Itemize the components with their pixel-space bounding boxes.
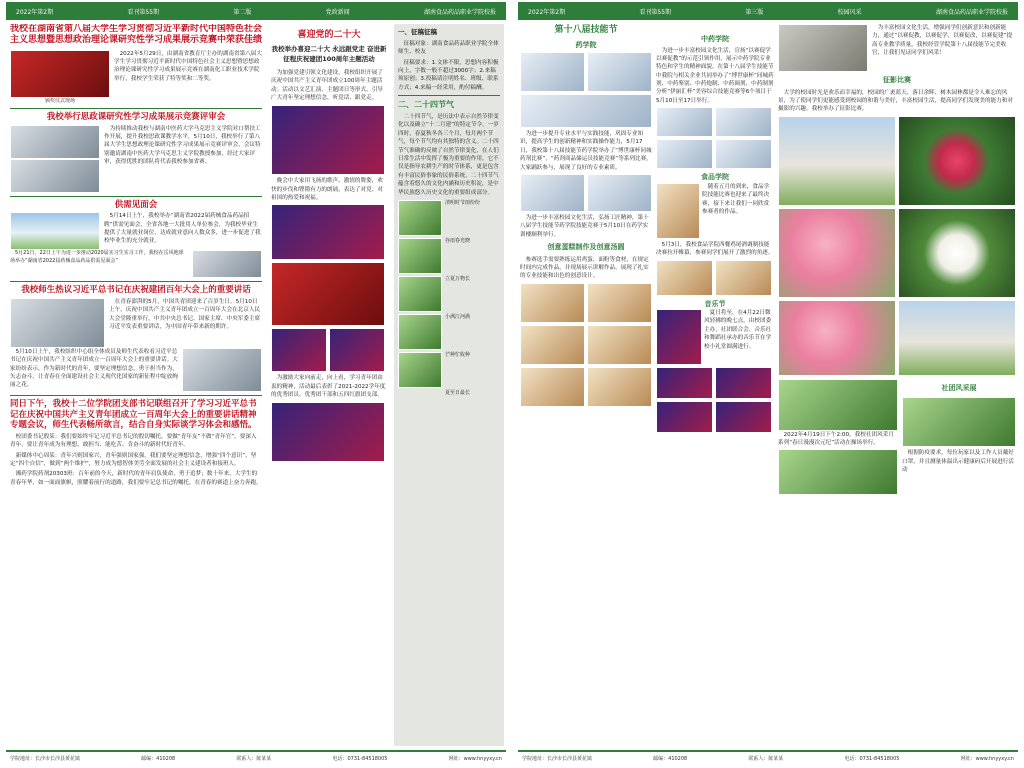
award-photo bbox=[10, 50, 110, 98]
club-photo-3 bbox=[778, 449, 898, 495]
right-footer-phone: 电话：0731-84518005 bbox=[844, 755, 900, 762]
review-photo-1 bbox=[10, 125, 100, 159]
music-photo-4 bbox=[656, 401, 713, 433]
article5-body3: 湘药学院药剂20303班：百年前的今天，新时代的青年肩负使命，勇于追梦；数十年来，大学生的青春年华，如一面面旗帜，照耀着前行的道路，我们要牢记总书记的嘱托，在青春的赛道上奋力奔跑。 bbox=[10, 471, 262, 486]
cake-photo-1 bbox=[520, 283, 585, 323]
article3-title: 供需见面会 bbox=[114, 199, 158, 210]
solar-img-4 bbox=[398, 314, 442, 350]
club-body1: 2022年4月19日下午2:00，我校社团风采月系列“春日漫漫次元纪”活动在操场举行。 bbox=[778, 431, 894, 447]
notice-body1: 征稿对象：湖南食品药品职业学院全体师生、校友 bbox=[398, 40, 499, 56]
blossom-photo-1 bbox=[778, 208, 896, 298]
tcm-photo-2 bbox=[715, 107, 772, 137]
col2-body1: 为加强党建引领文化建设，我校组织开展了庆祝中国共产主义青年团成立100周年主题活动。活动以文艺汇演、主题团日等形式，引导广大青年坚定理想信念，听党话、跟党走。 bbox=[271, 69, 383, 101]
solar-item-5: 芒种忙收种 bbox=[445, 352, 471, 358]
solar-item-6: 夏至日最长 bbox=[445, 390, 471, 396]
pharmacy-body: 为进一步提升专业水平与实践技能，巩固专业知识，提高学生的创新精神和实践操作能力，5月17日，我校第十八届技能节药学院举办了“博世康杯同城药剂比赛”，“药剂商品储运员技能竞赛”等系列比赛，大家踊跃参与，展现了良好的专业素质。 bbox=[520, 131, 652, 171]
right-header-page: 第三版 bbox=[745, 8, 764, 16]
left-header-paper: 湖南食品药品职业学院校报 bbox=[423, 8, 496, 16]
right-header bbox=[518, 2, 1018, 20]
stone-photo bbox=[778, 24, 868, 72]
meeting-photo bbox=[10, 298, 105, 348]
right-footer-contact: 联系人：陈某某 bbox=[748, 755, 784, 762]
right-col-2 bbox=[656, 24, 774, 746]
article1-caption: 颁奖仪式现场 bbox=[44, 97, 75, 104]
article5-body1: 校团委书记殷某：我们要始终牢记习近平总书记的殷切嘱托，要做“青年友”不做“青年官”，要深入青年，要让青年成为有理想、敢担当、能吃苦、肯奋斗的新时代好青年。 bbox=[10, 433, 257, 449]
article4-title: 我校师生热议习近平总书记在庆祝建团百年大会上的重要讲话 bbox=[21, 285, 251, 296]
cake-photo-2 bbox=[587, 283, 652, 323]
notice-title: 一、征稿征稿 bbox=[398, 28, 437, 36]
music-body: 夏日将至，在4月22日微风轻拂的晚七点，由校团委主办，社团联合会、音乐社和舞蹈社承办的音乐节在学校小礼堂圆满进行。 bbox=[704, 310, 772, 350]
left-footer bbox=[6, 750, 506, 764]
photo-contest-subtitle: 征影比赛 bbox=[883, 76, 911, 84]
solar-img-5 bbox=[398, 352, 442, 388]
right-header-paper: 湖南食品药品职业学院校报 bbox=[935, 8, 1008, 16]
white-flower-photo bbox=[898, 208, 1016, 298]
article2-title: 我校举行思政课研究性学习成果展示竞赛评审会 bbox=[46, 112, 226, 122]
tcm-photo-3 bbox=[656, 139, 713, 169]
tcm-body: 为进一步丰富校园文化生活，宣扬“以赛促学以赛促教”的示范引领作用，展示中药学院专业特色和学生的精神面貌，在第十八届学生技能节中我院与相关企业共同举办了“博世康杯”同城药剂、中药鉴别、中药炮制、中药调剂、中药制剂分析“伊丽汇杯”美容综合技能竞赛等6个项目于5月10日至17日举行。 bbox=[656, 47, 774, 104]
right-header-issue: 看刊第55期 bbox=[639, 8, 672, 16]
right-footer-web: 网址：www.hnyyxy.cn bbox=[960, 755, 1014, 762]
club-photo-1 bbox=[778, 379, 898, 431]
lab-photo-1 bbox=[520, 52, 585, 92]
music-photo-2 bbox=[656, 367, 713, 399]
campus-photo bbox=[778, 116, 896, 206]
stage-photo-4 bbox=[271, 328, 327, 372]
left-header-date: 2022年第2期 bbox=[16, 8, 54, 16]
rose-photo bbox=[898, 116, 1016, 206]
club-subtitle: 社团风采展 bbox=[941, 383, 977, 392]
food-photo-3 bbox=[715, 260, 772, 296]
lab-photo-4 bbox=[520, 174, 585, 212]
lab-photo-2 bbox=[587, 52, 652, 92]
left-header-section: 党政新闻 bbox=[325, 8, 350, 16]
cake-photo-3 bbox=[520, 325, 585, 365]
solar-item-3: 立夏万物长 bbox=[445, 276, 471, 282]
building-photo bbox=[898, 300, 1016, 376]
tcm-photo-1 bbox=[656, 107, 713, 137]
solar-body: 二十四节气，是历法中表示自然节律变化以及确立“十二月建”的特定节令。一岁四时，春夏秋冬各三个月，每月两个节气，每个节气均有其独特的含义。二十四节气准确的反映了自然节律变化，在人们日常生活中发挥了极为重要的作用。它不仅是指导农耕生产的时节体系，更是包含有丰富民俗事象的民俗系统。二十四节气蕴含着悠久的文化内涵和历史积淀，是中华民族悠久历史文化的重要组成部分。 bbox=[398, 114, 499, 196]
cake-subtitle: 创意蛋糕制作及创意汤圆 bbox=[547, 243, 625, 252]
food-body1: 随着五月的到来，食品学院技能比赛也迎来了最终决赛，接下来让我们一同欣赏参赛者的作品。 bbox=[702, 183, 770, 215]
article1-body: 2022年5月29日，由湖南省教育厅主办的湖南省第八届大学生学习贯彻习近平新时代中国特色社会主义思想暨思想政治理论课研究性学习成果展示竞赛在湖南化工职业技术学院举行，我校学生荣获了特等奖和二等奖。 bbox=[114, 50, 262, 82]
solar-img-1 bbox=[398, 200, 442, 236]
food-subtitle: 食品学院 bbox=[701, 173, 729, 182]
food-photo-1 bbox=[656, 183, 700, 239]
tcm-photo-4 bbox=[715, 139, 772, 169]
left-header bbox=[6, 2, 506, 20]
intro-body: 为丰富校园文化生活，增强同学们创新意识和创新能力，通过“以赛促教，以赛促学，以赛促改，以赛促建”提高专业教学质量，我校经管学院第十八届技能节完美收官，让我们见证同学们风采！ bbox=[872, 25, 1013, 57]
tcm-subtitle: 中药学院 bbox=[701, 35, 729, 43]
blossom-photo-2 bbox=[778, 300, 896, 376]
left-header-issue: 看刊第55期 bbox=[127, 8, 160, 16]
left-footer-contact: 联系人：陈某某 bbox=[236, 755, 272, 762]
article1-title: 我校在湖南省第八届大学生学习贯彻习近平新时代中国特色社会主义思想暨思想政治理论课研究性学习成果展示竞赛中荣获佳绩 bbox=[10, 24, 262, 46]
cake-photo-4 bbox=[587, 325, 652, 365]
left-header-page: 第二版 bbox=[233, 8, 252, 16]
meeting-photo-2 bbox=[182, 348, 262, 392]
left-footer-postcode: 邮编：410208 bbox=[141, 755, 176, 762]
club-body2: 根据防疫要求，每位玩家以及工作人员戴好口罩，并且测量体温出示健康码后开展进行活动 bbox=[902, 450, 1014, 474]
article2-body: 为持续推动我校与湖南中医药大学马克思主义学院对口帮扶工作开展，提升我校思政课教学水平，5月10日，我校举行了第八届大学生思想政理论课研究性学习成果展示竞赛评审会，会议特别邀请湖南中医药大学马克思主义学院教授参加，经过大家评审，获得优胜的团队将代表我校参加省赛。 bbox=[104, 125, 261, 166]
article3-caption: 5月21日，22日上午为进一步推动2020届实习生实习工作，我校在岳风地球场举办“湖南省2022届药械食品药品供需见面会” bbox=[10, 250, 184, 264]
cake-body: 参赛选手需要熟练运用鸡蛋、面粉等食材，在规定时间内完成作品，并现场展示讲解作品，展现了扎实的专业技能和出色的创意设计。 bbox=[520, 256, 649, 280]
right-footer-office: 学院地址：长沙市长沙县黄花镇 bbox=[522, 755, 593, 762]
right-header-section: 校园风采 bbox=[837, 8, 862, 16]
cake-photo-6 bbox=[587, 367, 652, 407]
stage-photo-3 bbox=[271, 262, 385, 326]
article5-title: 同日下午，我校十二位学院团支部书记联组召开了学习习近平总书记在庆祝中国共产主义青年团成立一百周年大会上的重要讲话精神专题会议，师生代表畅所欲言，结合自身实际谈学习体会和感悟。 bbox=[10, 398, 257, 431]
music-photo-5 bbox=[715, 401, 772, 433]
right-col-1 bbox=[520, 24, 652, 746]
col2-body2: 晚会中大家用飞扬的歌声、激情的舞姿，欢快的步伐和铿锵有力的朗诵，表达了对党、对祖国的热爱和祝福。 bbox=[271, 178, 383, 202]
left-footer-phone: 电话：0731-84518005 bbox=[332, 755, 388, 762]
solar-img-2 bbox=[398, 238, 442, 274]
lab-photo-3 bbox=[520, 94, 652, 128]
job-fair-photo bbox=[10, 212, 100, 250]
left-col-2 bbox=[268, 24, 390, 746]
stage-photo-2 bbox=[271, 204, 385, 260]
solar-item-1: 清明时节雨纷纷 bbox=[445, 200, 481, 206]
stage-photo-6 bbox=[271, 402, 385, 462]
food-photo-2 bbox=[656, 260, 713, 296]
pharmacy-subtitle: 药学院 bbox=[575, 40, 597, 49]
cake-photo-5 bbox=[520, 367, 585, 407]
stage-photo-5 bbox=[329, 328, 385, 372]
right-col-3 bbox=[778, 24, 1016, 746]
article4-body1: 在青春澎湃的5月，中国共青团迎来了百岁生日。5月10日上午，庆祝中国共产主义青年团成立一百周年大会在北京人民大会堂隆重举行，中共中央总书记、国家主席、中央军委主席习近平发表重要讲话，为中国青年带来新的期许。 bbox=[109, 298, 261, 331]
col2-body3: 为激励大家向前走，向上看，学习青年团由衷的精神，活动最后表彰了2021-2022学年度的优秀团员、优秀团干部和五四红旗团支部。 bbox=[271, 375, 386, 399]
right-footer-postcode: 邮编：410208 bbox=[653, 755, 688, 762]
solar-item-4: 小满江河满 bbox=[445, 314, 471, 320]
music-subtitle: 音乐节 bbox=[704, 299, 726, 308]
solar-img-3 bbox=[398, 276, 442, 312]
job-fair-photo-2 bbox=[192, 250, 262, 278]
right-page bbox=[512, 0, 1024, 768]
article3-body: 5月14日上午，我校举办“湖南省2022届药械食品药品招聘”供需见面会，全省各地一大批用人单位参会，为我校毕业生提供了大量就业岗位，达成就业意向人数众多，进一步促进了我校毕业生的充分就业。 bbox=[104, 213, 261, 245]
lab-photo-5 bbox=[587, 174, 652, 212]
solar-item-2: 谷雨春光晓 bbox=[445, 238, 471, 244]
skills-body2: 为进一步丰富校园文化生活，弘扬工匠精神，第十八届学生技能节药学院技能竞赛于5月10日在药学实训楼顺利举行。 bbox=[520, 214, 649, 238]
club-photo-2 bbox=[902, 397, 1016, 447]
left-col-3 bbox=[394, 24, 504, 746]
food-body2: 5月3日，我校食品学院西餐鸡尾酒调制技能决赛拉开帷幕，参赛同学们展开了激烈的角逐。 bbox=[656, 241, 774, 257]
music-photo-3 bbox=[715, 367, 772, 399]
music-photo-1 bbox=[656, 309, 702, 365]
col2-title: 喜迎党的二十大 bbox=[297, 30, 361, 40]
article5-body2: 新媒体中心周某：青年兴则国家兴，青年强则国家强。我们要坚定理想信念，增强“四个意识”，坚定“四个自信”，做到“两个维护”，努力成为德智体美劳全面发展的社会主义建设者和接班人。 bbox=[10, 452, 257, 467]
stage-photo-1 bbox=[271, 105, 385, 175]
skills-title: 第十八届技能节 bbox=[554, 25, 618, 35]
solar-title: 二、二十四节气 bbox=[398, 100, 454, 110]
left-footer-web: 网址：www.hnyyxy.cn bbox=[448, 755, 502, 762]
left-col-1 bbox=[10, 24, 262, 746]
photo-contest-body: 大学的校园时光是欢乐而幸福的，校园的广袤蓝天、落日余晖、树木园林都是令人难忘的风景，为了使同学们更能感受到校园的和谐与美好，丰富校园生活，提高同学们发现美的能力和对摄影的兴趣，我校举办了征影比赛。 bbox=[778, 89, 1013, 113]
article4-body2: 5月10日上午，我校组织中心组全体成员及师生代表收看习近平总书记在庆祝中国共产主义青年团成立一百周年大会上的重要讲话。大家纷纷表示，作为新时代的青年，要坚定理想信念，勇于担当作为，矢志奋斗，让青春在全面建设社会主义现代化国家的新征程中绽放绚丽之花。 bbox=[10, 348, 178, 389]
right-footer bbox=[518, 750, 1018, 764]
col2-subtitle: 我校举办喜迎二十大 永远跟党走 奋进新征程庆祝建团100周年主题活动 bbox=[271, 45, 387, 63]
review-photo-2 bbox=[10, 159, 100, 193]
notice-body2: 征稿要求：1.文体不限，思想内容积极向上，字数一般不超过3000字；2.来稿须原创；3.投稿请注明姓名、班级、联系方式；4.来稿一经采用，酌付稿酬。 bbox=[398, 59, 499, 91]
right-header-date: 2022年第2期 bbox=[528, 8, 566, 16]
left-footer-office: 学院地址：长沙市长沙县黄花镇 bbox=[10, 755, 81, 762]
